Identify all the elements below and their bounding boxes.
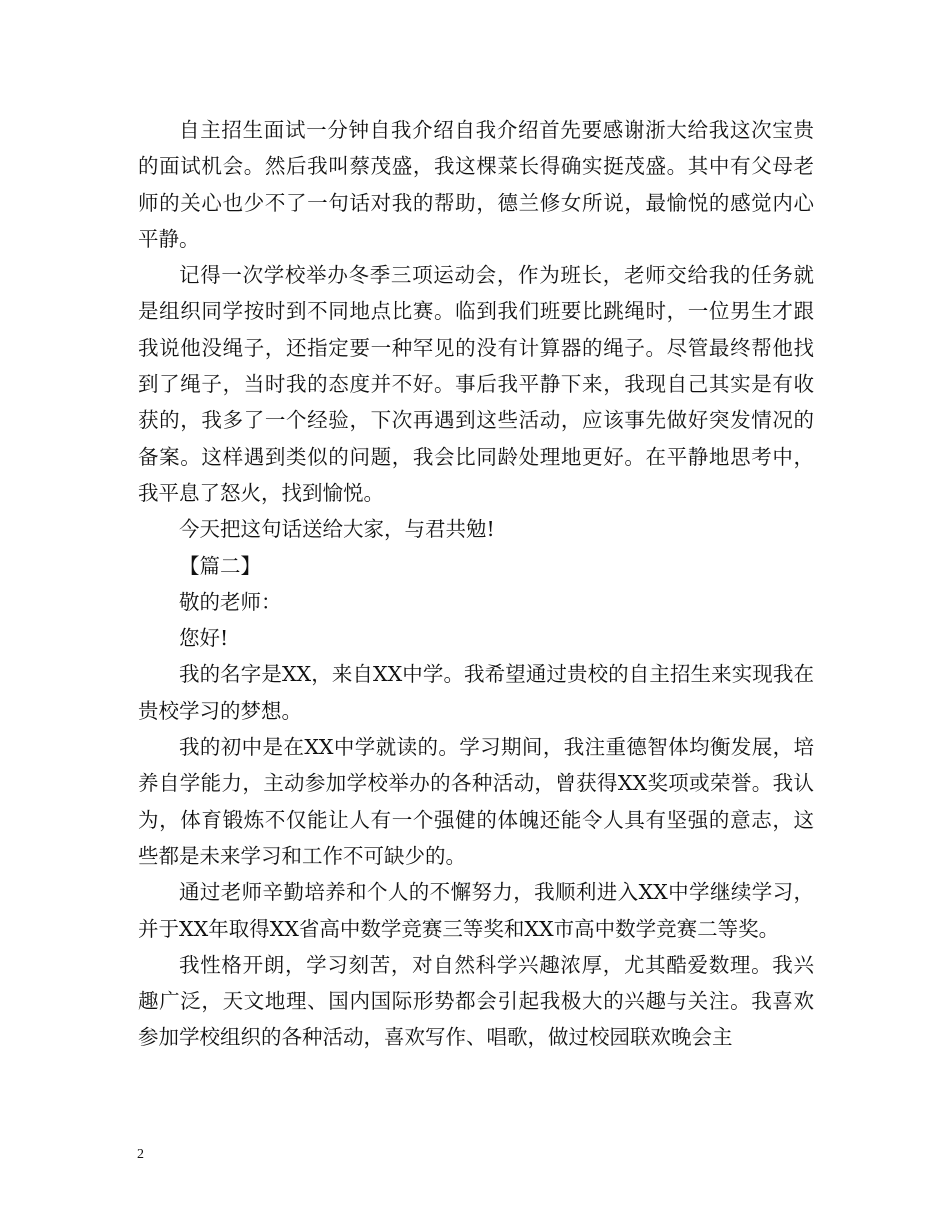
salutation: 敬的老师： [179,589,282,614]
section-heading: 【篇二】 [179,553,261,578]
paragraph: 通过老师辛勤培养和个人的不懈努力，我顺利进入XX中学继续学习，并于XX年取得XX省高中数学竞赛三等奖和XX市高中数学竞赛二等奖。 [138,880,814,941]
paragraph: 我性格开朗，学习刻苦，对自然科学兴趣浓厚，尤其酷爱数理。我兴趣广泛，天文地理、国内国际形势都会引起我极大的兴趣与关注。我喜欢参加学校组织的各种活动，喜欢写作、唱歌，做过校园联欢晚会主 [138,952,814,1050]
paragraph: 自主招生面试一分钟自我介绍自我介绍首先要感谢浙大给我这次宝贵的面试机会。然后我叫蔡茂盛，我这棵菜长得确实挺茂盛。其中有父母老师的关心也少不了一句话对我的帮助，德兰修女所说，最愉悦的感觉内心平静。 [138,118,814,251]
paragraph: 我的初中是在XX中学就读的。学习期间，我注重德智体均衡发展，培养自学能力，主动参加学校举办的各种活动，曾获得XX奖项或荣誉。我认为，体育锻炼不仅能让人有一个强健的体魄还能令人具有坚强的意志，这些都是未来学习和工作不可缺少的。 [138,735,814,868]
paragraph: 今天把这句话送给大家，与君共勉! [179,517,495,542]
paragraph: 我的名字是XX，来自XX中学。我希望通过贵校的自主招生来实现我在贵校学习的梦想。 [138,662,814,723]
paragraph: 记得一次学校举办冬季三项运动会，作为班长，老师交给我的任务就是组织同学按时到不同地点比赛。临到我们班要比跳绳时，一位男生才跟我说他没绳子，还指定要一种罕见的没有计算器的绳子。尽管最终帮他找到了绳子，当时我的态度并不好。事后我平静下来，我现自己其实是有收获的，我多了一个经验，下次再遇到这些活动，应该事先做好突发情况的备案。这样遇到类似的问题，我会比同龄处理地更好。在平静地思考中，我平息了怒火，找到愉悦。 [138,263,814,505]
page-number: 2 [137,1147,144,1162]
greeting: 您好! [179,626,229,651]
document-body [138,112,814,1056]
